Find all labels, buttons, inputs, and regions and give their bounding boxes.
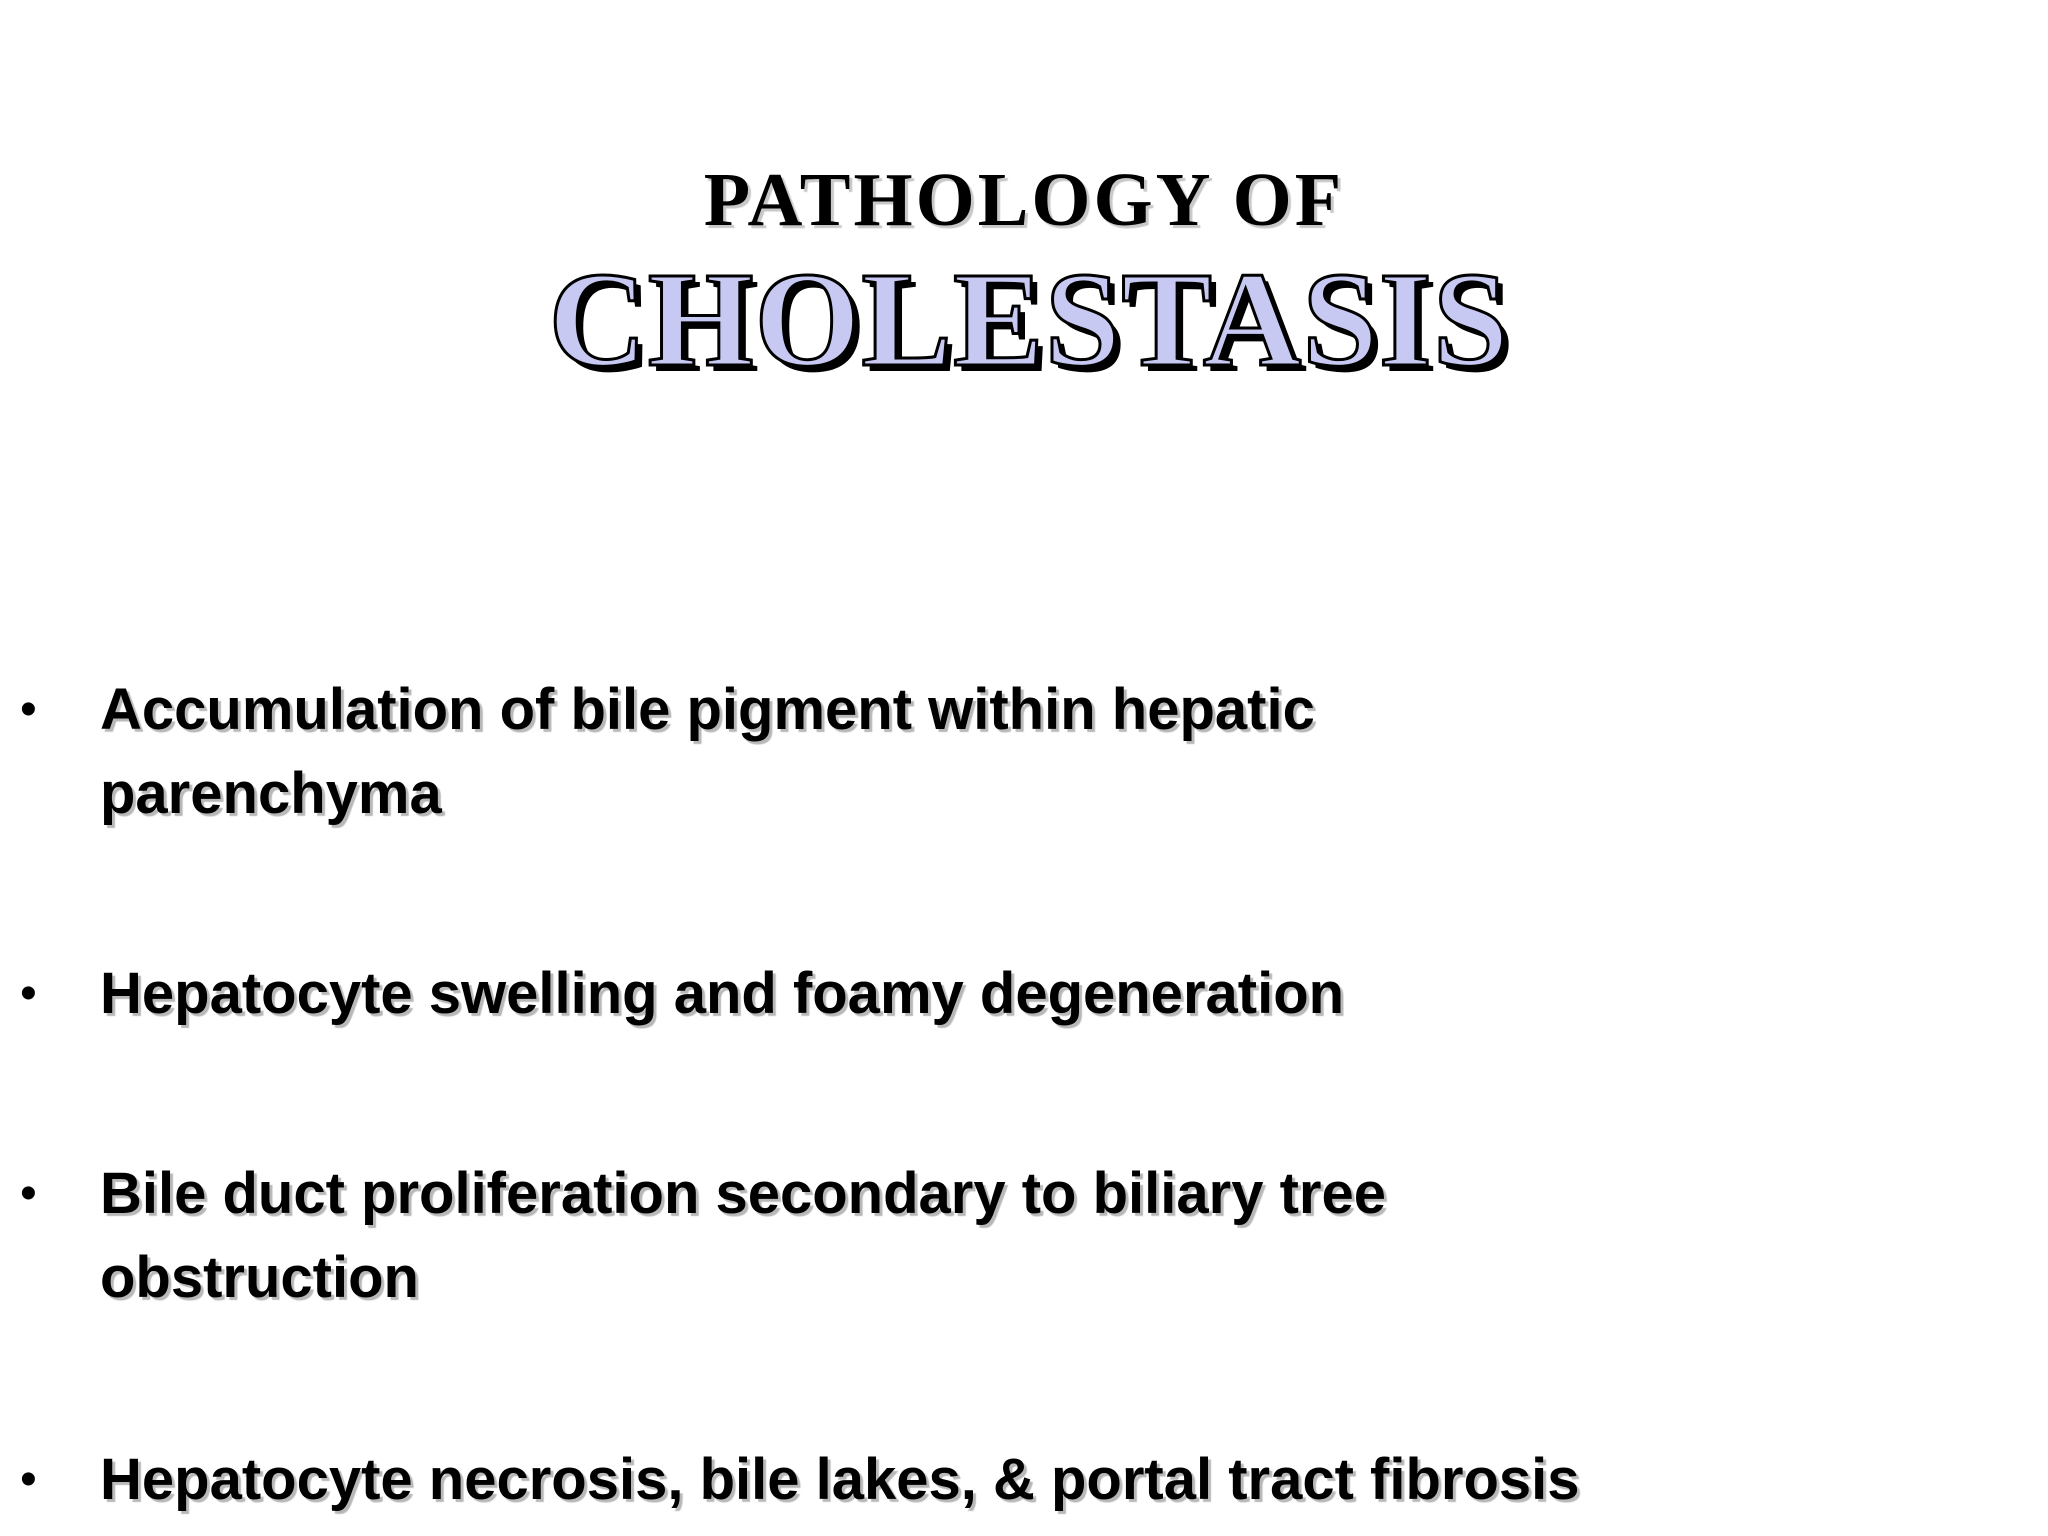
title-line-pathology-of: PATHOLOGY OF [703,158,1345,242]
slide-title [0,150,2048,395]
bullet-text: Hepatocyte swelling and foamy degeneration [100,961,1345,1026]
bullet-text: Bile duct proliferation secondary to biliary tree obstruction [100,1161,1386,1310]
bullet-text: Hepatocyte necrosis, bile lakes, & portal tract fibrosis [100,1447,1580,1512]
bullet-icon: • [20,1167,37,1220]
title-line-cholestasis: CHOLESTASIS [548,245,1510,395]
bullet-icon: • [20,967,37,1020]
bullet-list [0,668,2048,1522]
bullet-icon: • [20,683,37,736]
bullet-text: Accumulation of bile pigment within hepatic parenchyma [100,677,1315,826]
bullet-item [0,952,1660,1036]
bullet-item [0,1152,1660,1320]
bullet-item [0,668,1660,836]
bullet-item [0,1438,1660,1522]
bullet-icon: • [20,1453,37,1506]
